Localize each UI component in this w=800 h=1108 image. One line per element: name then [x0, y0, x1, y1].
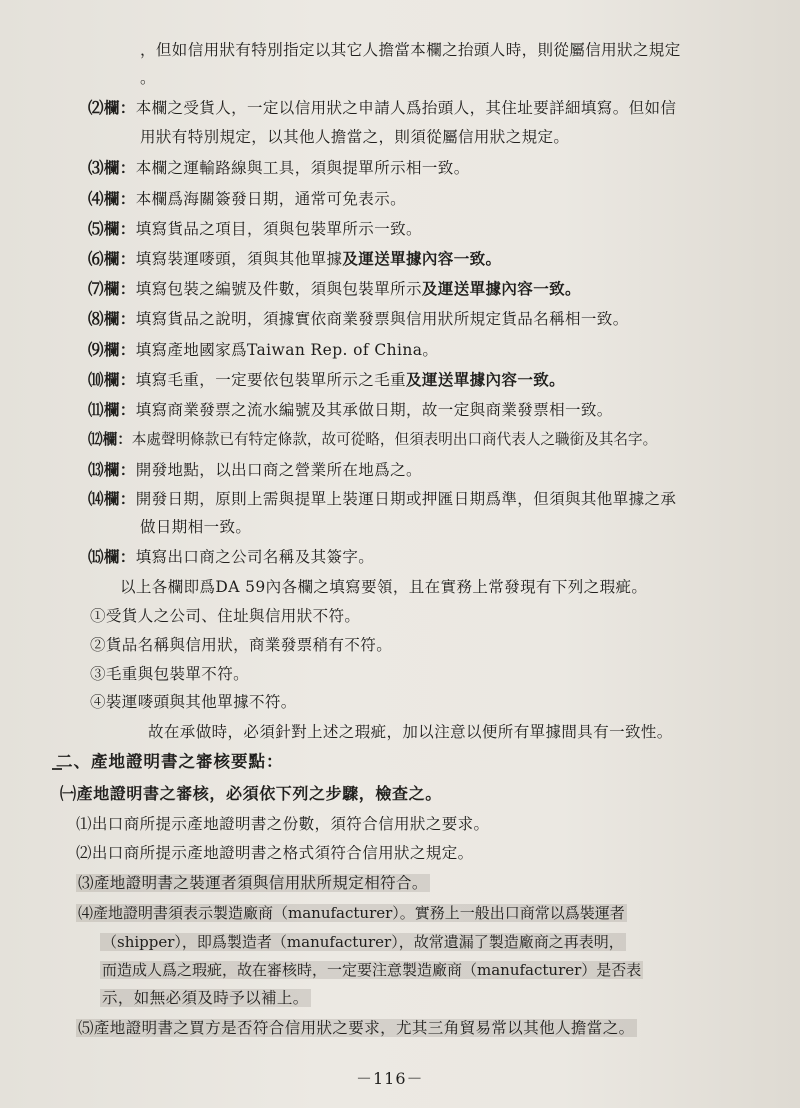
- field-14-desc-cont: 做日期相一致。: [140, 518, 252, 536]
- field-4-desc: ⑷欄：本欄爲海關簽發日期，通常可免表示。: [88, 189, 407, 208]
- line-p1b: 。: [140, 69, 156, 87]
- field-14-desc: ⒁欄：開發日期，原則上需與提單上裝運日期或押匯日期爲準，但須與其他單據之承: [88, 489, 677, 508]
- field-8-desc: ⑻欄：填寫貨品之說明，須據實依商業發票與信用狀所規定貨品名稱相一致。: [88, 309, 629, 328]
- field-9-desc: ⑼欄：填寫產地國家爲Taiwan Rep. of China。: [88, 340, 439, 359]
- field-12-desc: ⑿欄：本處聲明條款已有特定條款，故可從略，但須表明出口商代表人之職銜及其名字。: [88, 431, 658, 448]
- check-step-4-cont-1: （shipper），即爲製造者（manufacturer），故常遺漏了製造廠商之再表明，: [102, 933, 624, 951]
- field-5-desc: ⑸欄：填寫貨品之項目，須與包裝單所示一致。: [88, 219, 422, 238]
- field-3-desc: ⑶欄：本欄之運輸路線與工具，須與提單所示相一致。: [88, 158, 470, 177]
- check-step-3: ⑶產地證明書之裝運者須與信用狀所規定相符合。: [78, 874, 428, 892]
- subsection-heading: ㈠產地證明書之審核，必須依下列之步驟，檢查之。: [60, 784, 442, 803]
- field-13-desc: ⒀欄：開發地點，以出口商之營業所在地爲之。: [88, 460, 422, 479]
- check-step-4: ⑷產地證明書須表示製造廠商（manufacturer）。實務上一般出口商常以爲裝運者: [78, 904, 625, 922]
- section-heading: 二、產地證明書之審核要點：: [56, 752, 284, 771]
- field-2-desc: ⑵欄：本欄之受貨人，一定以信用狀之申請人爲抬頭人，其住址要詳細填寫。但如信: [88, 98, 677, 117]
- field-7-desc: ⑺欄：填寫包裝之編號及件數，須與包裝單所示及運送單據內容一致。: [88, 279, 581, 298]
- conclusion-paragraph: 故在承做時，必須針對上述之瑕疵，加以注意以便所有單據間具有一致性。: [148, 723, 673, 741]
- check-step-4-cont-2: 而造成人爲之瑕疵，故在審核時，一定要注意製造廠商（manufacturer）是否表: [102, 961, 642, 979]
- defect-item-1: ①受貨人之公司、住址與信用狀不符。: [90, 607, 361, 625]
- defect-item-2: ②貨品名稱與信用狀，商業發票稍有不符。: [90, 636, 393, 654]
- defect-item-3: ③毛重與包裝單不符。: [90, 665, 250, 683]
- defect-item-4: ④裝運嘜頭與其他單據不符。: [90, 693, 297, 711]
- line-p1a: ，但如信用狀有特別指定以其它人擔當本欄之抬頭人時，則從屬信用狀之規定: [140, 41, 681, 59]
- check-step-2: ⑵出口商所提示產地證明書之格式須符合信用狀之規定。: [76, 844, 474, 862]
- check-step-5: ⑸產地證明書之買方是否符合信用狀之要求，尤其三角貿易常以其他人擔當之。: [78, 1019, 635, 1037]
- page-number: －116－: [356, 1069, 424, 1088]
- field-2-desc-cont: 用狀有特別規定，以其他人擔當之，則須從屬信用狀之規定。: [140, 128, 570, 146]
- check-step-4-cont-3: 示，如無必須及時予以補上。: [102, 989, 309, 1007]
- summary-paragraph: 以上各欄即爲DA 59內各欄之填寫要領，且在實務上常發現有下列之瑕疵。: [120, 578, 648, 596]
- field-10-desc: ⑽欄：填寫毛重，一定要依包裝單所示之毛重及運送單據內容一致。: [88, 370, 566, 389]
- check-step-1: ⑴出口商所提示產地證明書之份數，須符合信用狀之要求。: [76, 815, 490, 833]
- field-11-desc: ⑾欄：填寫商業發票之流水編號及其承做日期，故一定與商業發票相一致。: [88, 400, 613, 419]
- field-6-desc: ⑹欄：填寫裝運嘜頭，須與其他單據及運送單據內容一致。: [88, 249, 502, 268]
- field-15-desc: ⒂欄：填寫出口商之公司名稱及其簽字。: [88, 547, 375, 566]
